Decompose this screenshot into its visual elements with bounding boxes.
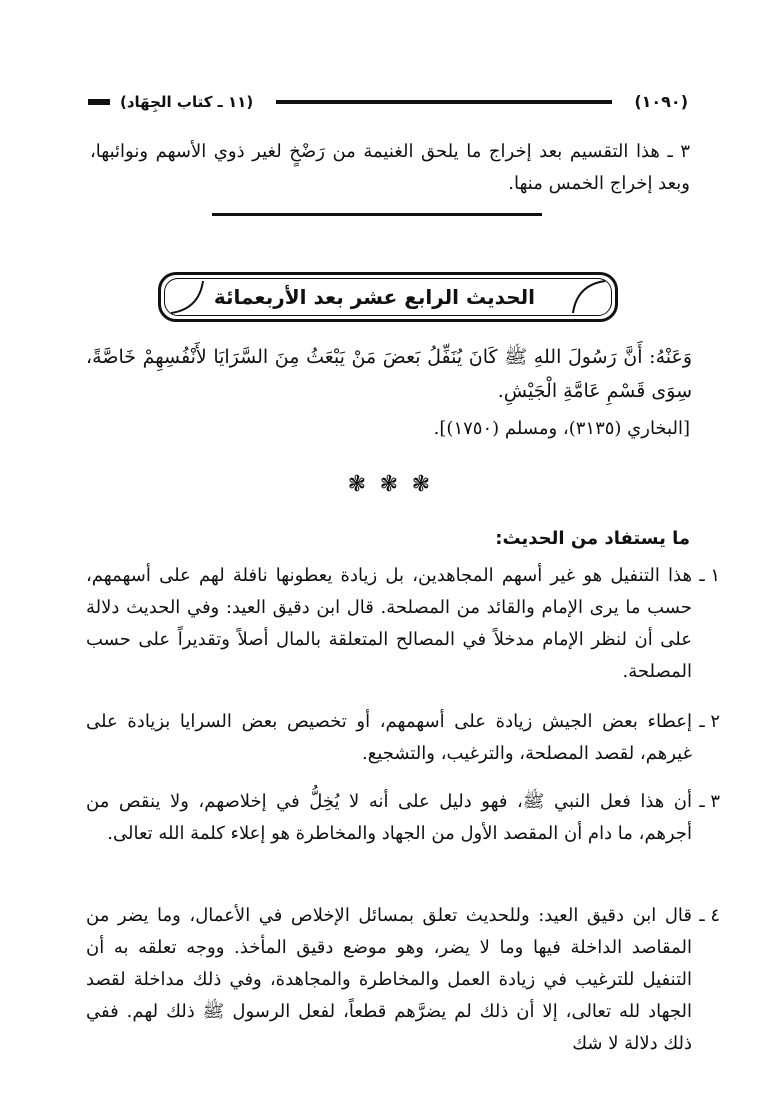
hadith-title-box xyxy=(158,272,618,322)
list-item-text: أن هذا فعل النبي ﷺ، فهو دليل على أنه لا يُخِلُّ في إخلاصهم، ولا ينقص من أجرهم، ما دام أن المقصد الأول من الجهاد والمخاطرة هو إعلاء كلمة الله تعالى. xyxy=(86,791,692,844)
section-divider xyxy=(212,213,542,216)
header-rule xyxy=(276,100,612,104)
corner-ornament-icon xyxy=(571,279,607,315)
list-item xyxy=(86,560,720,688)
book-title: (١١ ـ كتاب الجِهَاد) xyxy=(120,93,254,111)
separator-ornament xyxy=(340,470,430,500)
intro-paragraph: ٣ ـ هذا التقسيم بعد إخراج ما يلحق الغنيمة من رَضْخٍ لغير ذوي الأسهم ونوائبها، وبعد إخراج الخمس منها. xyxy=(90,141,690,194)
list-item xyxy=(86,706,720,770)
flower-icon: ❃ xyxy=(379,472,398,497)
hadith-title: الحديث الرابع عشر بعد الأربعمائة xyxy=(213,285,535,309)
list-item-text: هذا التنفيل هو غير أسهم المجاهدين، بل زيادة يعطونها نافلة لهم على أسهمهم، حسب ما يرى الإمام والقائد من المصلحة. قال ابن دقيق العيد: وفي الحديث دلالة على أن لنظر الإمام مدخلاً في المصالح المتعلقة بالمال أصلاً وتقديراً على حسب المصلحة. xyxy=(86,565,692,682)
list-item-text: إعطاء بعض الجيش زيادة على أسهمهم، أو تخصيص بعض السرايا بزيادة على غيرهم، لقصد المصلحة، والترغيب، والتشجيع. xyxy=(86,711,692,764)
page-number: (١٠٩٠) xyxy=(634,92,688,111)
list-item-number: ٣ ـ xyxy=(699,791,720,812)
flower-icon: ❃ xyxy=(347,472,366,497)
benefits-heading: ما يستفاد من الحديث: xyxy=(495,528,690,549)
list-item-number: ٤ ـ xyxy=(699,905,720,926)
header-rule-end xyxy=(88,99,110,105)
list-item xyxy=(86,900,720,1060)
hadith-text: وَعَنْهُ: أَنَّ رَسُولَ اللهِ ﷺ كَانَ يُنَفِّلُ بَعضَ مَنْ يَبْعَثُ مِنَ السَّرَايَا لأَنْفُسِهِمْ خَاصَّةً، سِوَى قَسْمِ عَامَّةِ الْجَيْشِ. xyxy=(86,346,692,402)
list-item-number: ٢ ـ xyxy=(699,711,720,732)
list-item-text: قال ابن دقيق العيد: وللحديث تعلق بمسائل الإخلاص في الأعمال، وما يضر من المقاصد الداخلة فيها وما لا يضر، وهو موضع دقيق المأخذ. ووجه تعلقه به أن التنفيل للترغيب في زيادة العمل والمخاطرة والمجاهدة، وفي ذلك مداخلة لقصد الجهاد لله تعالى، إلا أن ذلك لم يضرَّهم قطعاً، لفعل الرسول ﷺ ذلك لهم. ففي ذلك دلالة لا شك xyxy=(86,905,692,1054)
hadith-source: [البخاري (٣١٣٥)، ومسلم (١٧٥٠)]. xyxy=(433,418,690,439)
flower-icon: ❃ xyxy=(411,472,430,497)
list-item xyxy=(86,786,720,850)
running-header xyxy=(88,90,688,114)
corner-ornament-icon xyxy=(169,279,205,315)
list-item-number: ١ ـ xyxy=(699,565,720,586)
